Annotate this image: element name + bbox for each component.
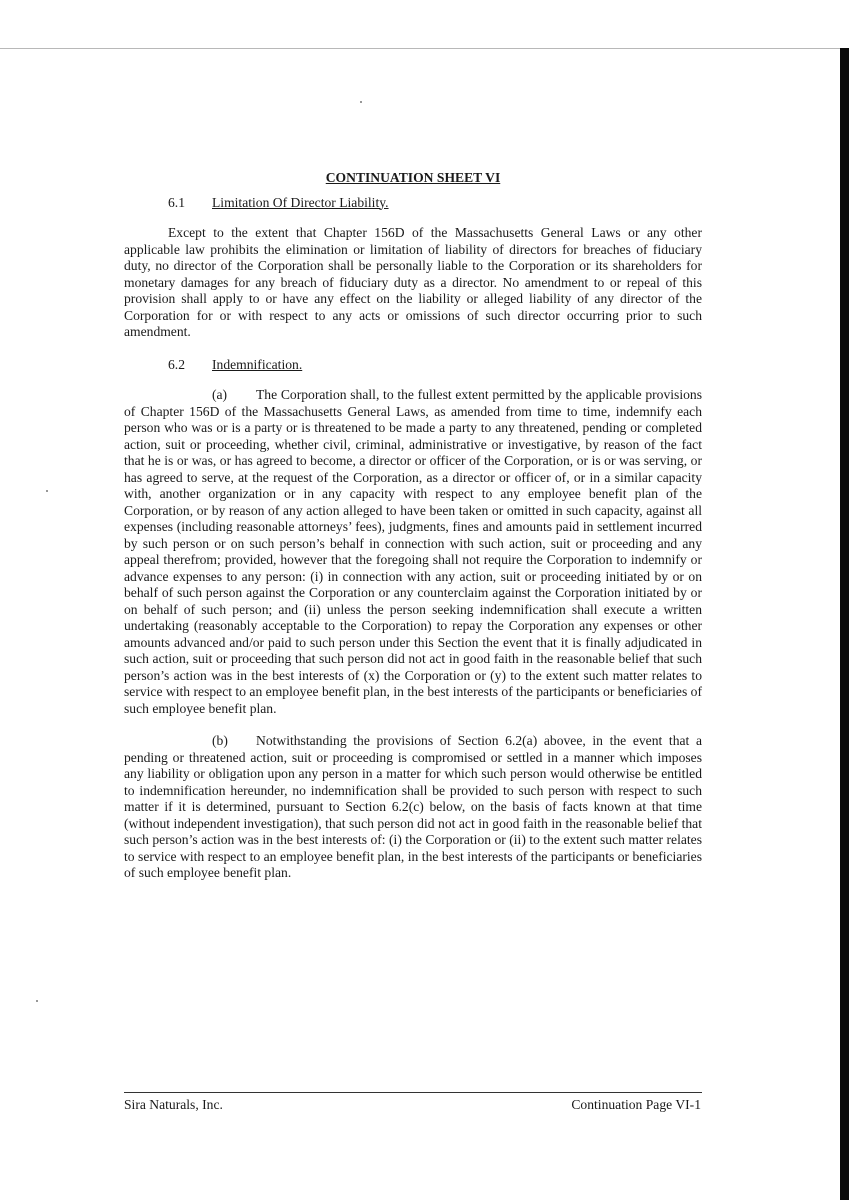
- scan-speck: [36, 1000, 38, 1002]
- scan-edge-bar: [840, 48, 849, 1200]
- section-number: 6.1: [168, 194, 185, 210]
- subparagraph-text: The Corporation shall, to the fullest extent permitted by the applicable provisions of Chapter 156D of the Massachusetts General Laws, as amended from time to time, indemnify each person who was or is a party or is threatened to be made a party to any threatened, pending or completed action, suit or proceeding, whether civil, criminal, administrative or investigative, by reason of the fact that he is or was, or has agreed to become, a director or officer of the Corporation, or is or was serving, or has agreed to serve, at the request of the Corporation, as a director or officer of, or in a similar capacity with, another organization or in any capacity with respect to any employee benefit plan of the Corporation, or by reason of any action alleged to have been taken or omitted in such capacity, against all expenses (including reasonable attorneys’ fees), judgments, fines and amounts paid in settlement incurred by such person or on such person’s behalf in connection with such action, suit or proceeding and any appeal therefrom; provided, however that the foregoing shall not require the Corporation to indemnify or advance expenses to any person: (i) in connection with any action, suit or proceeding initiated by or on behalf of such person against the Corporation or any counterclaim against the Corporation initiated by or on behalf of such person; and (ii) unless the person seeking indemnification shall execute a written undertaking (reasonably acceptable to the Corporation) to repay the Corporation any expenses or other amounts advanced and/or paid to such person under this Section the event that it is finally adjudicated in such action, suit or proceeding that such person did not act in good faith in the reasonable belief that such person’s action was in the best interests of (x) the Corporation or (y) to the extent such matter relates to service with respect to an employee benefit plan, in the best interests of the participants or beneficiaries of such employee benefit plan.: [124, 387, 702, 716]
- scan-speck: [360, 101, 362, 103]
- subparagraph-b: [124, 733, 702, 882]
- footer-page-number: Continuation Page VI-1: [571, 1097, 701, 1112]
- section-6-1-paragraph: Except to the extent that Chapter 156D of the Massachusetts General Laws or any other applicable law prohibits the elimination or limitation of liability of directors for breaches of fiduciary duty, no director of the Corporation shall be personally liable to the Corporation or its shareholders for monetary damages for any breach of fiduciary duty as a director. No amendment to or repeal of this provision shall apply to or have any effect on the liability or alleged liability of any director of the Corporation for or with respect to any acts or omissions of such director occurring prior to such amendment.: [124, 225, 702, 339]
- section-heading-6-1: [124, 195, 702, 212]
- sheet-title: CONTINUATION SHEET VI: [325, 170, 501, 185]
- footer-rule: [124, 1092, 702, 1093]
- subparagraph-label: (a): [212, 387, 228, 402]
- subparagraph-text: Notwithstanding the provisions of Section 6.2(a) abovee, in the event that a pending or threatened action, suit or proceeding is compromised or settled in a manner which imposes any liability or obligation upon any person in a matter for which such person would otherwise be entitled to indemnification hereunder, no indemnification shall be provided to such person with respect to such matter if it is determined, pursuant to Section 6.2(c) below, on the basis of facts known at that time (without independent investigation), that such person did not act in good faith in the reasonable belief that such person’s action was in the best interests of: (i) the Corporation or (ii) to the extent such matter relates to service with respect to an employee benefit plan, in the best interests of the participants or beneficiaries of such employee benefit plan.: [124, 733, 702, 880]
- document-body: [124, 170, 702, 898]
- section-title: Indemnification.: [212, 356, 303, 372]
- subparagraph-label: (b): [212, 733, 228, 748]
- footer-company: Sira Naturals, Inc.: [124, 1097, 223, 1112]
- section-heading-6-2: [124, 357, 702, 374]
- section-title: Limitation Of Director Liability.: [212, 194, 389, 210]
- subparagraph-a: [124, 387, 702, 717]
- scan-speck: [46, 490, 48, 492]
- section-number: 6.2: [168, 356, 185, 372]
- scan-edge-line: [0, 48, 840, 49]
